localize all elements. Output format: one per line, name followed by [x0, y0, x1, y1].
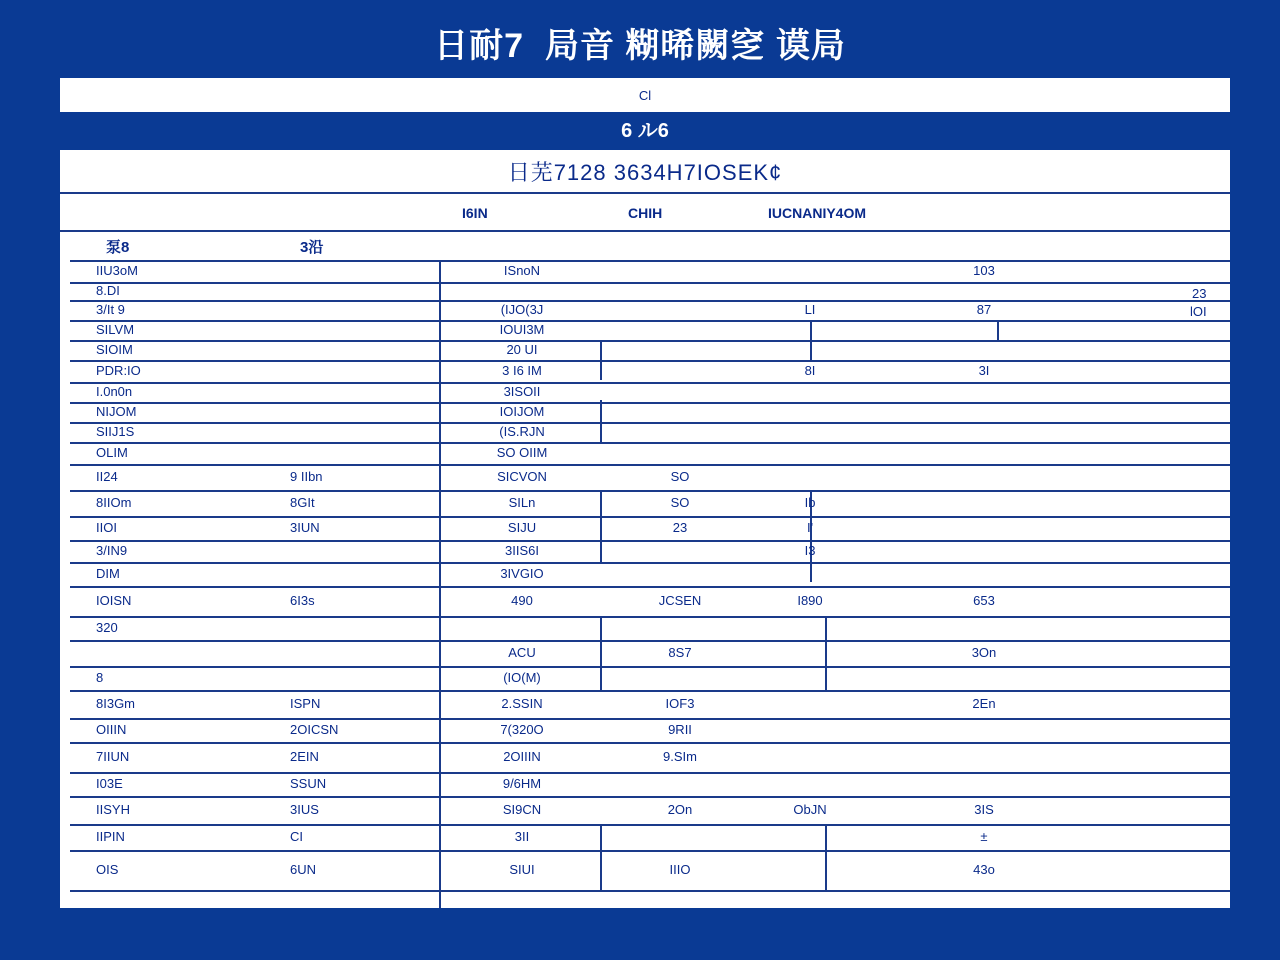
- table-cell: 8: [96, 670, 104, 685]
- top-bar-text: Cl: [638, 88, 652, 103]
- table-cell: NIJOM: [96, 404, 137, 419]
- table-cell: 3 I6 IM: [502, 363, 542, 378]
- sheet-subtitle: 日芜7128 3634H7IOSEK¢: [60, 150, 1230, 194]
- row-divider: [70, 772, 1230, 774]
- column-divider: [825, 824, 827, 890]
- group-label-2: 3沿: [300, 239, 324, 256]
- table-cell: ObJN: [793, 802, 827, 817]
- table-cell: 3On: [971, 645, 997, 660]
- table-cell: 8I3Gm: [96, 696, 136, 711]
- column-divider: [600, 340, 602, 380]
- table-cell: SO: [670, 495, 690, 510]
- table-cell: 490: [511, 593, 533, 608]
- table-cell: (IJO(3J: [500, 302, 544, 317]
- table-cell: 23: [672, 520, 688, 535]
- row-divider: [70, 282, 1230, 284]
- column-divider: [600, 824, 602, 890]
- header-divider: [60, 230, 1230, 232]
- row-divider: [70, 442, 1230, 444]
- row-divider: [70, 718, 1230, 720]
- table-cell: 653: [973, 593, 995, 608]
- row-divider: [70, 796, 1230, 798]
- table-cell: 9RII: [668, 722, 692, 737]
- table-cell: 8GIt: [290, 495, 315, 510]
- table-cell: Ib: [804, 495, 816, 510]
- table-cell: I.0n0n: [96, 384, 133, 399]
- table-cell: II24: [96, 469, 118, 484]
- table-cell: JCSEN: [658, 593, 702, 608]
- table-cell: 3IIS6I: [505, 543, 539, 558]
- table-cell: 3II: [514, 829, 530, 844]
- table-cell: 2En: [972, 696, 996, 711]
- row-divider: [70, 640, 1230, 642]
- table-cell: 3IUS: [290, 802, 319, 817]
- table-cell: 9.SIm: [663, 749, 697, 764]
- table-cell: SO OIIM: [496, 445, 548, 460]
- table-cell: LI: [804, 302, 816, 317]
- table-cell: I3: [804, 543, 816, 558]
- row-divider: [70, 540, 1230, 542]
- table-cell: 3IVGIO: [500, 566, 544, 581]
- table-cell: (IS.RJN: [499, 424, 545, 439]
- row-divider: [70, 260, 1230, 262]
- column-divider: [825, 616, 827, 690]
- row-divider: [70, 890, 1230, 892]
- top-bar: [60, 78, 1230, 112]
- table-cell: 8S7: [668, 645, 692, 660]
- table-cell: 43o: [973, 862, 995, 877]
- table-cell: ISPN: [290, 696, 321, 711]
- table-cell: IOUI3M: [499, 322, 545, 337]
- table-cell: 2.SSIN: [501, 696, 543, 711]
- table-cell: SIIJ1S: [96, 424, 135, 439]
- table-cell: 3IUN: [290, 520, 320, 535]
- row-divider: [70, 422, 1230, 424]
- table-cell: 2OICSN: [290, 722, 339, 737]
- table-cell: SILVM: [96, 322, 135, 337]
- table-cell: I890: [797, 593, 823, 608]
- table-cell: (IO(M): [503, 670, 541, 685]
- table-cell: 3/IN9: [96, 543, 128, 558]
- table-cell: I': [806, 520, 814, 535]
- table-cell: 87: [976, 302, 992, 317]
- table-cell: 3IS: [974, 802, 994, 817]
- column-divider: [600, 400, 602, 442]
- table-cell: OLIM: [96, 445, 128, 460]
- table-cell: 6UN: [290, 862, 317, 877]
- corner-value-2: lOI: [1190, 304, 1207, 319]
- table-cell: 3I: [978, 363, 990, 378]
- table-cell: IIPIN: [96, 829, 125, 844]
- column-divider: [439, 260, 441, 908]
- table-cell: PDR:IO: [96, 363, 141, 378]
- table-cell: 7(320O: [500, 722, 544, 737]
- table-cell: ACU: [508, 645, 536, 660]
- column-header-2: CHIH: [628, 205, 663, 221]
- corner-value-1: 23: [1192, 286, 1207, 301]
- table-cell: IOF3: [665, 696, 695, 711]
- table-cell: 8IIOm: [96, 495, 132, 510]
- row-divider: [70, 586, 1230, 588]
- section-label: 6 ル6: [621, 120, 669, 142]
- table-cell: IOIJOM: [499, 404, 545, 419]
- table-cell: IISYH: [96, 802, 130, 817]
- column-divider: [997, 320, 999, 340]
- table-cell: CI: [290, 829, 303, 844]
- table-cell: SILn: [508, 495, 536, 510]
- column-divider: [600, 616, 602, 690]
- table-cell: 8.DI: [96, 283, 120, 298]
- table-cell: OIS: [96, 862, 119, 877]
- column-header-3: IUCNANIY4OM: [768, 205, 867, 221]
- table-cell: 103: [973, 263, 995, 278]
- group-label-1: 泵8: [106, 239, 130, 256]
- column-header-1: I6IN: [462, 205, 488, 221]
- table-cell: IIIO: [669, 862, 691, 877]
- table-cell: OIIIN: [96, 722, 127, 737]
- row-divider: [70, 300, 1230, 302]
- row-divider: [70, 402, 1230, 404]
- data-sheet: [60, 150, 1230, 908]
- row-divider: [70, 360, 1230, 362]
- table-cell: SIJU: [507, 520, 537, 535]
- table-cell: IIOI: [96, 520, 117, 535]
- table-cell: 9/6HM: [502, 776, 542, 791]
- table-cell: 320: [96, 620, 118, 635]
- table-cell: 2EIN: [290, 749, 319, 764]
- row-divider: [70, 850, 1230, 852]
- table-cell: 3ISOII: [503, 384, 541, 399]
- table-cell: I03E: [96, 776, 123, 791]
- row-divider: [70, 824, 1230, 826]
- column-divider: [600, 490, 602, 562]
- table-cell: ISnoN: [503, 263, 541, 278]
- table-cell: 7IIUN: [96, 749, 130, 764]
- row-divider: [70, 666, 1230, 668]
- row-divider: [70, 516, 1230, 518]
- table-cell: 9 IIbn: [290, 469, 323, 484]
- table-cell: IOISN: [96, 593, 132, 608]
- table-cell: 3/It 9: [96, 302, 125, 317]
- table-cell: SIOIM: [96, 342, 133, 357]
- row-divider: [70, 382, 1230, 384]
- table-cell: SO: [670, 469, 690, 484]
- table-cell: 8I: [804, 363, 816, 378]
- table-cell: SICVON: [497, 469, 547, 484]
- row-divider: [70, 320, 1230, 322]
- row-divider: [70, 562, 1230, 564]
- row-divider: [70, 616, 1230, 618]
- row-divider: [70, 742, 1230, 744]
- table-cell: 6I3s: [290, 593, 315, 608]
- table-cell: DIM: [96, 566, 120, 581]
- table-cell: SI9CN: [502, 802, 542, 817]
- row-divider: [70, 490, 1230, 492]
- table-cell: 2OIIIN: [503, 749, 541, 764]
- table-cell: ±: [980, 829, 988, 844]
- column-divider: [810, 320, 812, 360]
- row-divider: [70, 690, 1230, 692]
- table-cell: 2On: [667, 802, 693, 817]
- table-cell: SSUN: [290, 776, 327, 791]
- row-divider: [70, 340, 1230, 342]
- row-divider: [70, 464, 1230, 466]
- table-cell: IIU3oM: [96, 263, 138, 278]
- table-cell: 20 UI: [506, 342, 538, 357]
- table-cell: SIUI: [509, 862, 535, 877]
- page-title: 日耐7 ​​​​​​ 局音 糊晞闕窆 谟局: [434, 27, 846, 65]
